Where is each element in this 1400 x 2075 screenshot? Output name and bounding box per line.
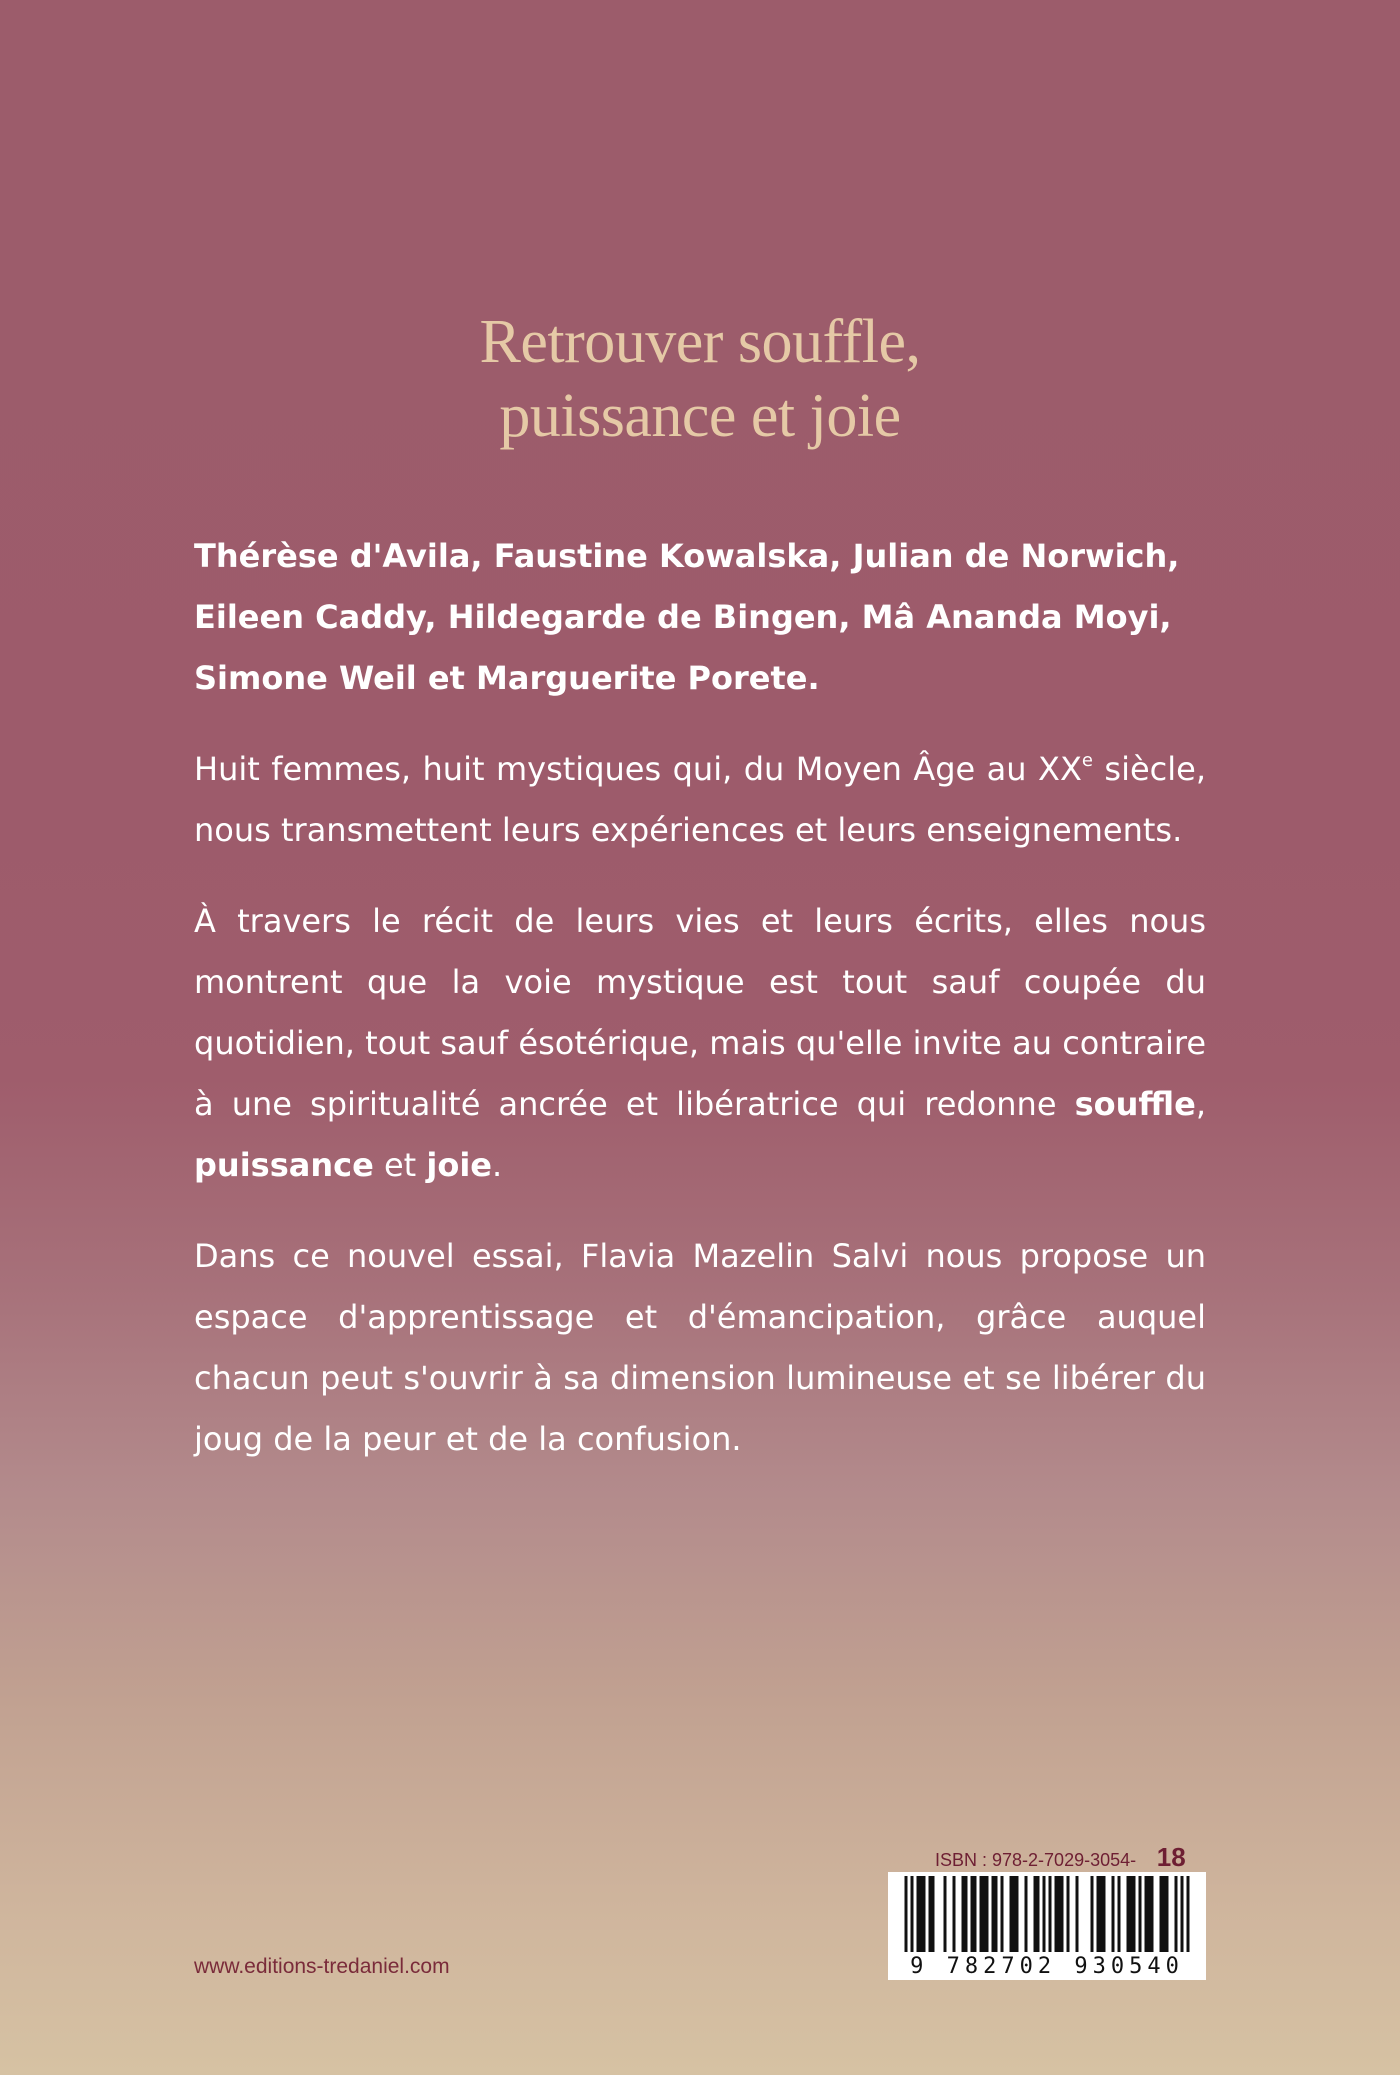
barcode-bar [1187, 1876, 1190, 1952]
barcode-bar [974, 1876, 977, 1952]
barcode-bar [1163, 1876, 1166, 1952]
barcode-bar [995, 1876, 998, 1952]
barcode-bar [1100, 1876, 1103, 1952]
barcode-bar [905, 1876, 908, 1952]
isbn-number: ISBN : 978-2-7029-3054- [935, 1850, 1137, 1870]
barcode-bar [1076, 1876, 1079, 1952]
barcode-bar [1151, 1876, 1154, 1952]
barcode-bar [944, 1876, 947, 1952]
barcode-bar [1067, 1876, 1070, 1952]
blurb [194, 526, 1206, 1500]
paragraph-intro-end: siècle, nous transmettent leurs expériences et leurs enseignements. [194, 750, 1207, 849]
barcode-digits: 9 782702 930540 [910, 1954, 1184, 1979]
mystics-list: Thérèse d'Avila, Faustine Kowalska, Julian de Norwich, Eileen Caddy, Hildegarde de Bingen, Mâ Ananda Moyi, Simone Weil et Marguerite Porete. [194, 537, 1180, 697]
barcode-bar [923, 1876, 926, 1952]
barcode-bar [962, 1876, 965, 1952]
barcode-bar [1025, 1876, 1028, 1952]
paragraph-essay: Dans ce nouvel essai, Flavia Mazelin Salvi nous propose un espace d'apprentissage et d'émancipation, grâce auquel chacun peut s'ouvrir à sa dimension lumineuse et se libérer du joug de la peur et de la confusion. [194, 1237, 1206, 1458]
barcode-bar [1058, 1876, 1061, 1952]
barcode-bar [1160, 1876, 1163, 1952]
barcode-bar [1061, 1876, 1064, 1952]
barcode-bar [1145, 1876, 1148, 1952]
paragraph-end-period: . [492, 1146, 503, 1184]
barcode-bar [1133, 1876, 1136, 1952]
barcode-bar [1001, 1876, 1004, 1952]
barcode-bar [983, 1876, 986, 1952]
barcode-bar [953, 1876, 956, 1952]
barcode-bar [986, 1876, 989, 1952]
century-superscript: e [1081, 750, 1093, 771]
barcode-bar [992, 1876, 995, 1952]
headline-line-1: Retrouver souffle, [479, 308, 921, 376]
barcode-bar [1034, 1876, 1037, 1952]
barcode-bar [1091, 1876, 1094, 1952]
barcode-bar [932, 1876, 935, 1952]
paragraph-mystic-path-text: À travers le récit de leurs vies et leurs écrits, elles nous montrent que la voie mystique est tout sauf coupée du quotidien, tout sauf ésotérique, mais qu'elle invite au contraire à une spiritualité ancrée et libératrice qui redonne [194, 902, 1206, 1123]
barcode-bar [1016, 1876, 1019, 1952]
barcode-bar [1013, 1876, 1016, 1952]
barcode-bar [1043, 1876, 1046, 1952]
barcode-bar [980, 1876, 983, 1952]
barcode-bar [1049, 1876, 1052, 1952]
barcode-bar [965, 1876, 968, 1952]
barcode-bar [971, 1876, 974, 1952]
barcode-bar [1097, 1876, 1100, 1952]
barcode-bars [888, 1872, 1206, 1956]
barcode-bar [1103, 1876, 1106, 1952]
barcode-bar [1139, 1876, 1142, 1952]
barcode-bar [1181, 1876, 1184, 1952]
separator-1: , [1195, 1085, 1206, 1123]
price: 18 [1156, 1842, 1186, 1872]
barcode-bar [911, 1876, 914, 1952]
headline-line-2: puissance et joie [499, 382, 901, 450]
paragraph-intro-start: Huit femmes, huit mystiques qui, du Moyen Âge au XX [194, 750, 1082, 788]
paragraph-intro [194, 739, 1206, 861]
barcode-bar [1127, 1876, 1130, 1952]
barcode [888, 1872, 1206, 1980]
paragraph-mystic-path [194, 891, 1206, 1196]
separator-2: et [373, 1146, 427, 1184]
barcode-bar [1130, 1876, 1133, 1952]
barcode-bar [1010, 1876, 1013, 1952]
barcode-bar [1175, 1876, 1178, 1952]
barcode-bar [1055, 1876, 1058, 1952]
barcode-bar [1148, 1876, 1151, 1952]
barcode-bar [1037, 1876, 1040, 1952]
barcode-bar [929, 1876, 932, 1952]
barcode-bar [1118, 1876, 1121, 1952]
barcode-bar [920, 1876, 923, 1952]
keyword-souffle: souffle [1074, 1085, 1196, 1123]
barcode-bar [1166, 1876, 1169, 1952]
keyword-joie: joie [426, 1146, 492, 1184]
keyword-puissance: puissance [194, 1146, 374, 1184]
barcode-bar [1112, 1876, 1115, 1952]
headline [0, 305, 1400, 453]
publisher-website: www.editions-tredaniel.com [194, 1955, 450, 1978]
barcode-bar [917, 1876, 920, 1952]
